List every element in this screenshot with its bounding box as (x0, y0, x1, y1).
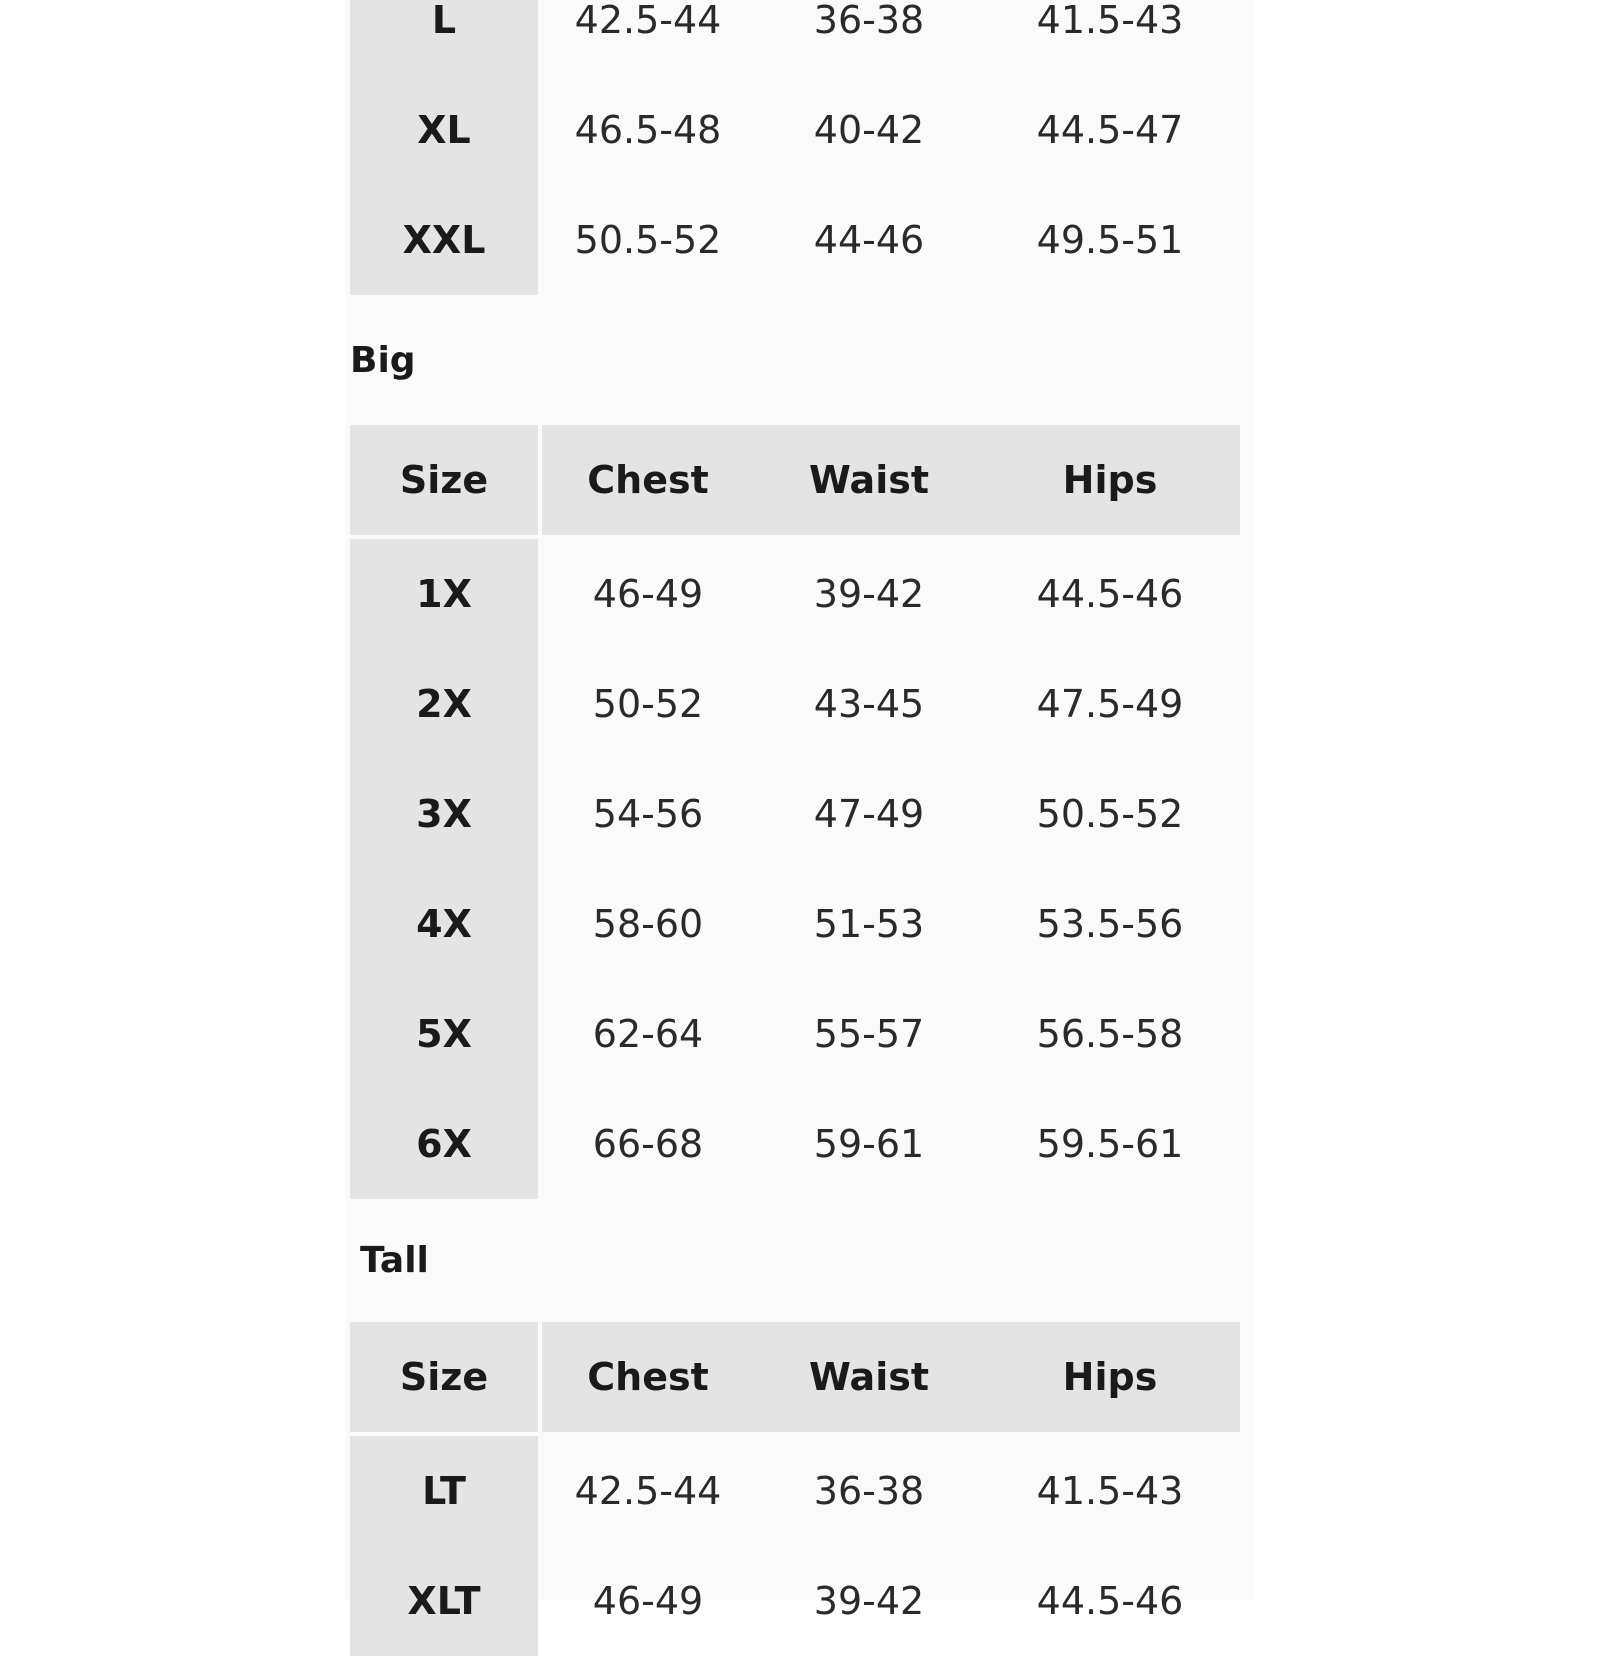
hips-cell: 50.5-52 (1036, 792, 1184, 836)
waist-cell: 40-42 (813, 108, 925, 152)
header-size: Size (350, 1322, 538, 1432)
hips-cell: 49.5-51 (1036, 218, 1184, 262)
waist-cell: 44-46 (813, 218, 925, 262)
hips-cell: 56.5-58 (1036, 1012, 1184, 1056)
waist-cell: 47-49 (813, 792, 925, 836)
header-waist: Waist (808, 458, 929, 502)
chest-cell: 58-60 (592, 902, 704, 946)
header-waist: Waist (808, 1355, 929, 1399)
waist-cell: 36-38 (813, 0, 925, 42)
size-cell: 1X (350, 539, 538, 649)
size-cell: 3X (350, 759, 538, 869)
table-row (350, 979, 1240, 1089)
header-chest: Chest (587, 1355, 709, 1399)
table-row (350, 1546, 1240, 1656)
waist-cell: 59-61 (813, 1122, 925, 1166)
hips-cell: 44.5-46 (1036, 1579, 1184, 1623)
chest-cell: 42.5-44 (574, 0, 722, 42)
table-row (350, 869, 1240, 979)
size-cell: XLT (350, 1546, 538, 1656)
chest-cell: 46.5-48 (574, 108, 722, 152)
hips-cell: 59.5-61 (1036, 1122, 1184, 1166)
chest-cell: 50.5-52 (574, 218, 722, 262)
header-size: Size (350, 425, 538, 535)
hips-cell: 47.5-49 (1036, 682, 1184, 726)
chest-cell: 46-49 (592, 572, 704, 616)
table-row (350, 649, 1240, 759)
size-cell: XL (350, 75, 538, 185)
header-hips: Hips (1062, 1355, 1158, 1399)
table-row (350, 75, 1240, 185)
table-header-row (350, 1322, 1240, 1432)
waist-cell: 43-45 (813, 682, 925, 726)
waist-cell: 51-53 (813, 902, 925, 946)
table-row (350, 1436, 1240, 1546)
table-row (350, 1089, 1240, 1199)
hips-cell: 41.5-43 (1036, 0, 1184, 42)
table-row (350, 185, 1240, 295)
size-cell: 2X (350, 649, 538, 759)
chest-cell: 62-64 (592, 1012, 704, 1056)
size-chart-panel (346, 0, 1254, 1623)
chest-cell: 42.5-44 (574, 1469, 722, 1513)
table-row (350, 759, 1240, 869)
size-cell: 5X (350, 979, 538, 1089)
size-cell: 6X (350, 1089, 538, 1199)
hips-cell: 53.5-56 (1036, 902, 1184, 946)
table-row (350, 0, 1240, 75)
chest-cell: 66-68 (592, 1122, 704, 1166)
header-chest: Chest (587, 458, 709, 502)
hips-cell: 44.5-46 (1036, 572, 1184, 616)
column-divider (538, 1322, 542, 1436)
size-cell: L (350, 0, 538, 75)
waist-cell: 39-42 (813, 1579, 925, 1623)
section-title-tall: Tall (360, 1240, 429, 1281)
chest-cell: 50-52 (592, 682, 704, 726)
waist-cell: 55-57 (813, 1012, 925, 1056)
hips-cell: 44.5-47 (1036, 108, 1184, 152)
section-title-big: Big (350, 340, 416, 381)
chest-cell: 46-49 (592, 1579, 704, 1623)
waist-cell: 36-38 (813, 1469, 925, 1513)
waist-cell: 39-42 (813, 572, 925, 616)
header-hips: Hips (1062, 458, 1158, 502)
column-divider (538, 425, 542, 539)
chest-cell: 54-56 (592, 792, 704, 836)
size-cell: LT (350, 1436, 538, 1546)
size-cell: 4X (350, 869, 538, 979)
table-row (350, 539, 1240, 649)
table-header-row (350, 425, 1240, 535)
size-cell: XXL (350, 185, 538, 295)
hips-cell: 41.5-43 (1036, 1469, 1184, 1513)
